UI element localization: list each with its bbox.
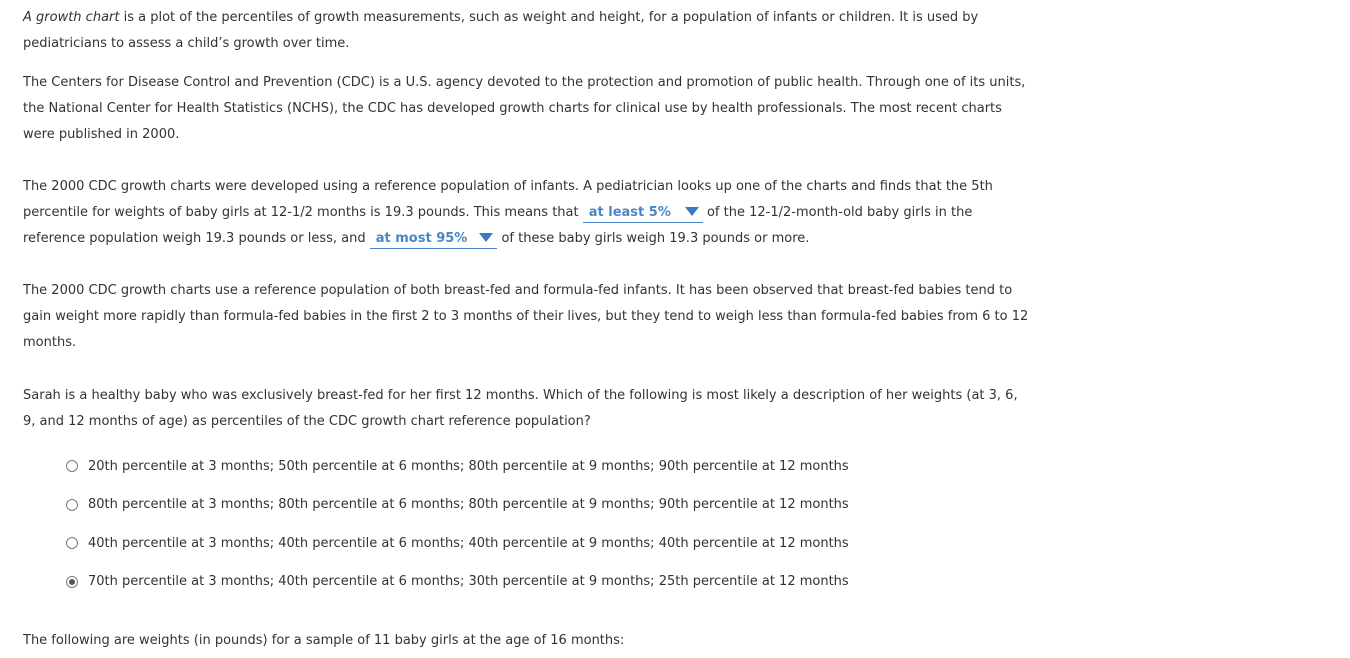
percentile-text-after: of these baby girls weigh 19.3 pounds or more. xyxy=(497,231,810,246)
growth-chart-term: A growth chart xyxy=(23,10,120,25)
answer-option-label: 40th percentile at 3 months; 40th percentile at 6 months; 40th percentile at 9 months; 40th percentile at 12 months xyxy=(88,535,849,551)
paragraph-cdc: The Centers for Disease Control and Prevention (CDC) is a U.S. agency devoted to the protection and promotion of public health. Through one of its units, the National Center for Health Statistics (NCHS), the CDC has developed growth charts for clinical use by health professionals. The most recent charts were published in 2000. xyxy=(23,75,1026,142)
percentile-text-before: The 2000 CDC growth charts were developed using a reference population of infants. A pediatrician looks up one of the charts and finds that the 5th percentile for weights of baby girls at 12-1/2 months is 19.3 pounds. This means that xyxy=(23,179,993,220)
answer-option-label: 20th percentile at 3 months; 50th percentile at 6 months; 80th percentile at 9 months; 90th percentile at 12 months xyxy=(88,458,849,474)
paragraph-growth-chart-definition xyxy=(23,5,1033,57)
answer-option-label: 80th percentile at 3 months; 80th percentile at 6 months; 80th percentile at 9 months; 90th percentile at 12 months xyxy=(88,497,849,512)
answer-option-label: 70th percentile at 3 months; 40th percentile at 6 months; 30th percentile at 9 months; 25th percentile at 12 months xyxy=(88,574,849,589)
paragraph-percentile-question xyxy=(23,174,1033,252)
answer-option[interactable] xyxy=(66,495,849,515)
growth-chart-definition-text: is a plot of the percentiles of growth measurements, such as weight and height, for a population of infants or children. It is used by pediatricians to assess a child’s growth over time. xyxy=(23,10,979,51)
answer-option[interactable] xyxy=(66,533,849,553)
radio-button[interactable] xyxy=(66,499,78,511)
dropdown-at-most-value: at most 95% xyxy=(375,231,468,246)
dropdown-at-least[interactable] xyxy=(583,204,703,223)
caret-down-icon xyxy=(479,233,493,242)
paragraph-sarah-question: Sarah is a healthy baby who was exclusively breast-fed for her first 12 months. Which of the following is most likely a description of her weights (at 3, 6, 9, and 12 months of age) as percentiles of the CDC growth chart reference population? xyxy=(23,388,1018,429)
radio-button[interactable] xyxy=(66,576,78,588)
answer-option[interactable] xyxy=(66,456,849,476)
paragraph-breast-fed: The 2000 CDC growth charts use a reference population of both breast-fed and formula-fed infants. It has been observed that breast-fed babies tend to gain weight more rapidly than formula-fed babies in the first 2 to 3 months of their lives, but they tend to weigh less than formula-fed babies from 6 to 12 months. xyxy=(23,283,1029,350)
dropdown-at-least-value: at least 5% xyxy=(588,205,671,220)
paragraph-sample-weights: The following are weights (in pounds) for a sample of 11 baby girls at the age of 16 months: xyxy=(23,633,625,648)
percentile-text-middle: of the 12-1/2-month-old baby girls in the reference population weigh 19.3 pounds or less, and xyxy=(23,205,973,246)
radio-button[interactable] xyxy=(66,460,78,472)
caret-down-icon xyxy=(685,207,699,216)
radio-button[interactable] xyxy=(66,537,78,549)
question-content xyxy=(23,5,1033,435)
answer-option[interactable] xyxy=(66,572,849,592)
answer-options xyxy=(66,456,849,610)
dropdown-at-most[interactable] xyxy=(370,230,498,249)
